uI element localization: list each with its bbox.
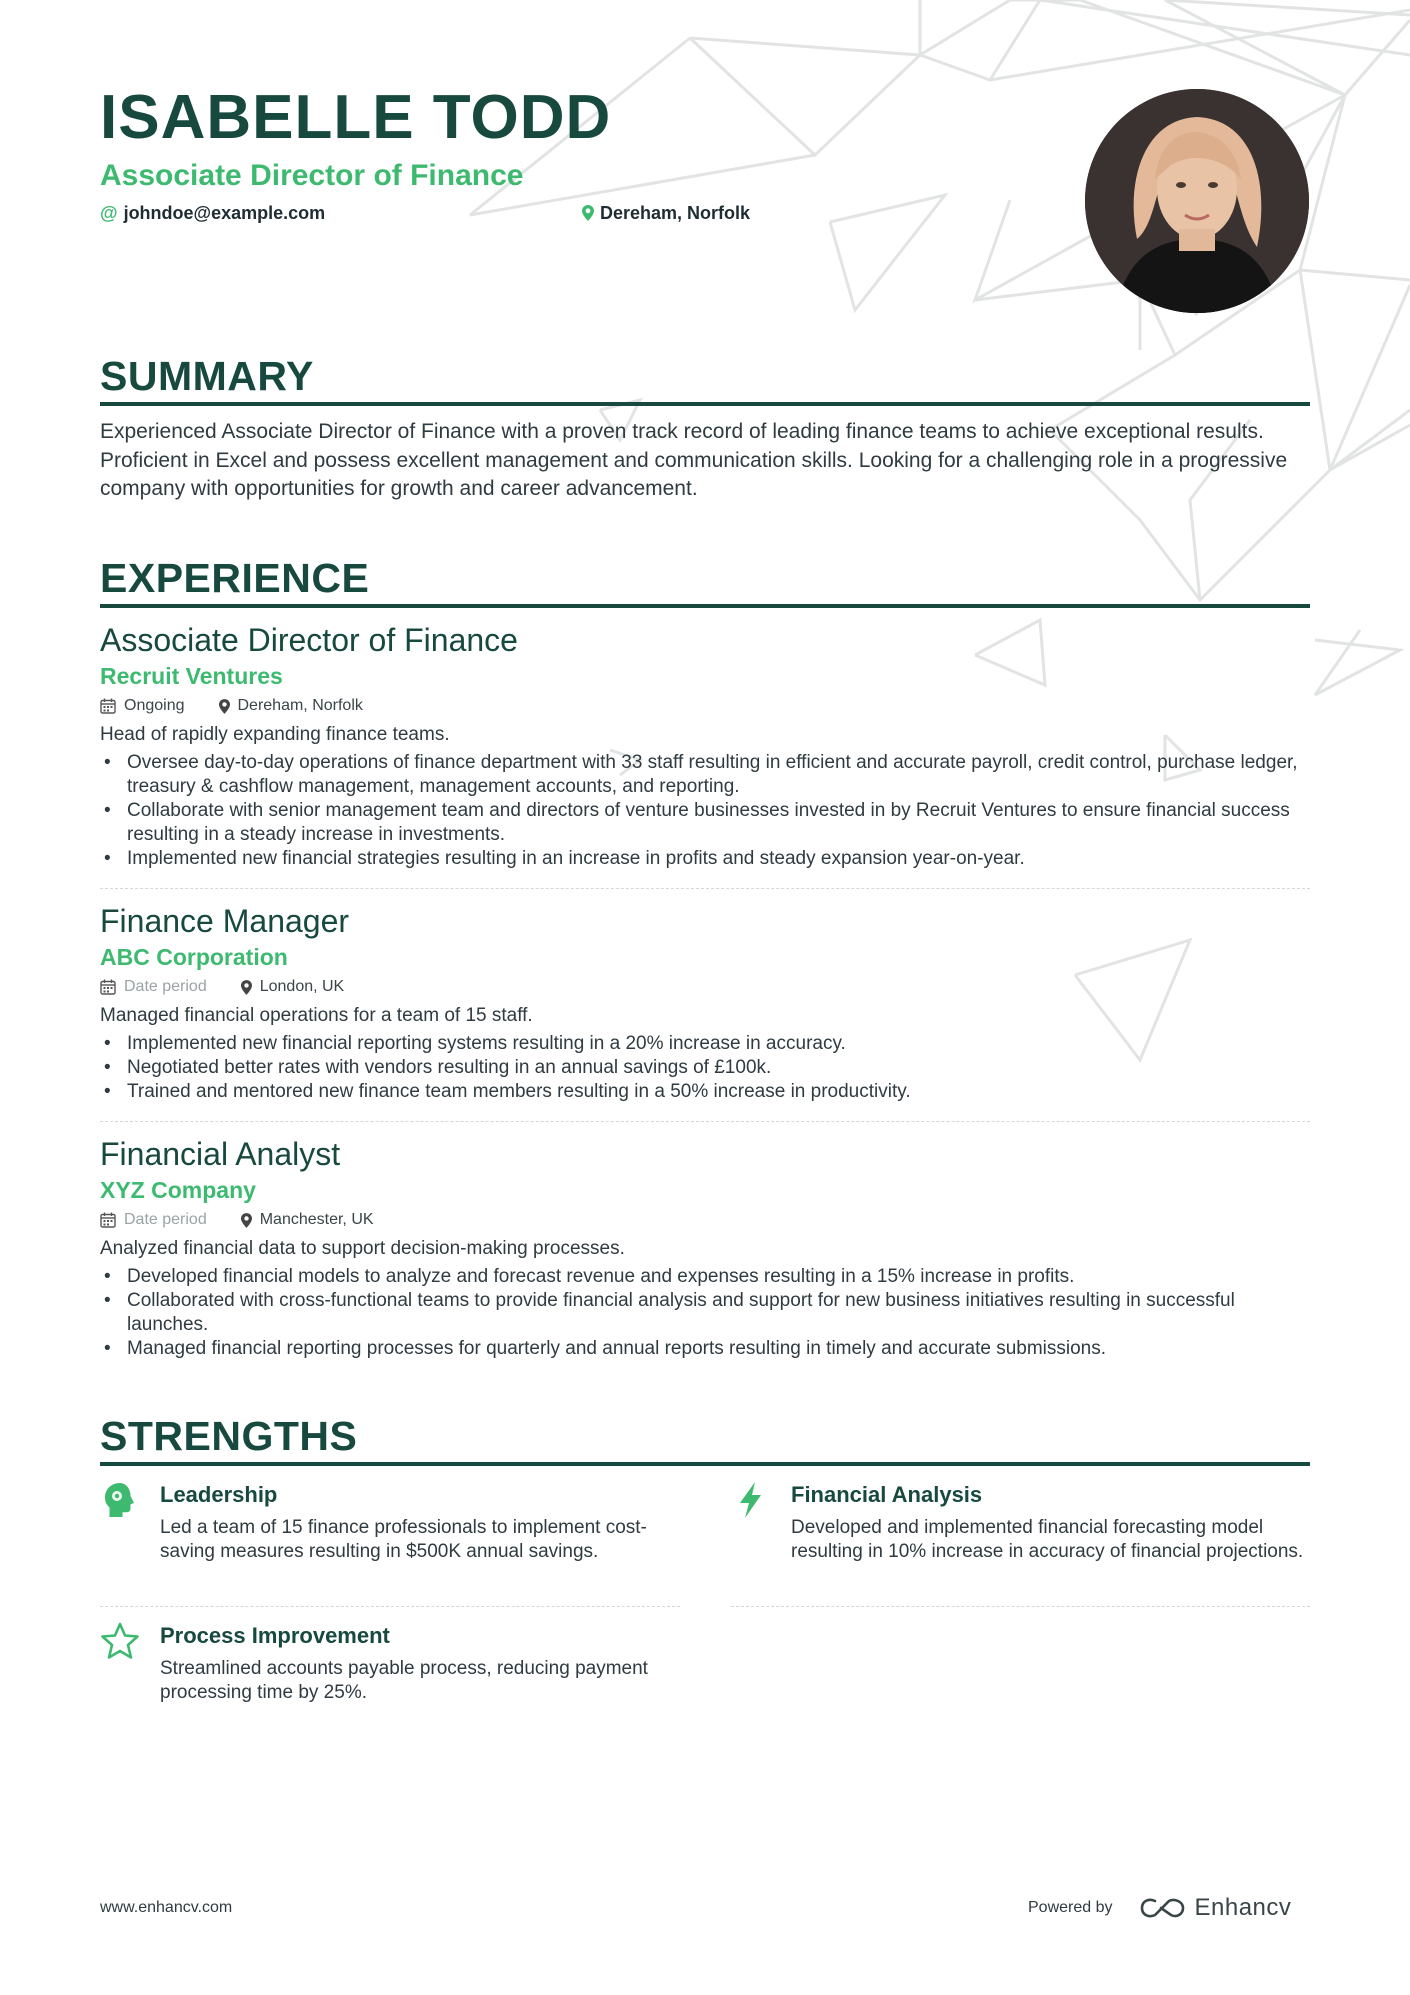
job-bullets xyxy=(100,751,1310,871)
job-meta xyxy=(100,976,1310,998)
strength-name: Financial Analysis xyxy=(791,1482,983,1507)
bullet-item: • Implemented new financial strategies resulting in an increase in profits and steady expansion year-on-year. xyxy=(100,847,1310,871)
at-icon: @ xyxy=(100,203,118,223)
strength-divider xyxy=(731,1606,1310,1607)
job-title: Associate Director of Finance xyxy=(100,622,518,658)
location-text: Dereham, Norfolk xyxy=(600,203,751,223)
bullet-item: • Collaborated with cross-functional teams to provide financial analysis and support for new business initiatives resulting in successful launches. xyxy=(100,1289,1310,1337)
footer-branding xyxy=(1028,1894,1291,1922)
calendar-icon xyxy=(100,698,116,714)
location-contact xyxy=(582,202,750,224)
map-pin-icon xyxy=(219,699,230,714)
job-description: Managed financial operations for a team of 15 staff. xyxy=(100,1005,533,1026)
job-title: Finance Manager xyxy=(100,903,350,939)
map-pin-icon xyxy=(241,1213,252,1228)
company-name: ABC Corporation xyxy=(100,944,288,970)
entry-divider xyxy=(100,888,1310,889)
experience-entry xyxy=(100,902,1310,1104)
map-pin-icon xyxy=(241,980,252,995)
strength-description: Developed and implemented financial forecasting model resulting in 10% increase in accuracy of financial projections. xyxy=(791,1517,1304,1562)
calendar-icon xyxy=(100,979,116,995)
company-name: XYZ Company xyxy=(100,1177,256,1203)
lightning-icon xyxy=(731,1480,771,1520)
enhancv-logo[interactable] xyxy=(1139,1894,1292,1922)
bullet-item: • Managed financial reporting processes for quarterly and annual reports resulting in timely and accurate submissions. xyxy=(100,1337,1310,1361)
job-description: Head of rapidly expanding finance teams. xyxy=(100,724,450,745)
footer-website[interactable]: www.enhancv.com xyxy=(100,1899,233,1916)
bullet-item: • Trained and mentored new finance team members resulting in a 50% increase in productivity. xyxy=(100,1080,1310,1104)
brand-text: Enhancv xyxy=(1194,1894,1292,1921)
strength-name: Leadership xyxy=(160,1482,278,1507)
strengths-heading: STRENGTHS xyxy=(100,1412,1310,1466)
calendar-icon xyxy=(100,1212,116,1228)
portrait-illustration xyxy=(1085,89,1309,313)
strength-name: Process Improvement xyxy=(160,1623,390,1648)
job-location: Dereham, Norfolk xyxy=(237,697,363,714)
head-icon xyxy=(100,1480,140,1520)
experience-heading: EXPERIENCE xyxy=(100,554,1310,608)
candidate-title: Associate Director of Finance xyxy=(100,159,524,192)
map-pin-icon xyxy=(582,205,594,221)
bullet-item: • Collaborate with senior management team and directors of venture businesses invested in by Recruit Ventures to ensure financial success resulting in a steady increase in investments. xyxy=(100,799,1310,847)
experience-entry xyxy=(100,1135,1310,1361)
strength-divider xyxy=(100,1606,680,1607)
job-period: Date period xyxy=(124,978,207,995)
enhancv-logo-icon xyxy=(1139,1896,1187,1920)
job-bullets xyxy=(100,1032,1310,1104)
strength-description: Streamlined accounts payable process, reducing payment processing time by 25%. xyxy=(160,1658,648,1703)
summary-heading: SUMMARY xyxy=(100,352,1310,406)
bullet-item: • Implemented new financial reporting systems resulting in a 20% increase in accuracy. xyxy=(100,1032,1310,1056)
company-name: Recruit Ventures xyxy=(100,663,283,689)
summary-text: Experienced Associate Director of Finance with a proven track record of leading finance teams to achieve exceptional results. Proficient in Excel and possess excellent management and communication skills. Looking for a challenging role in a progressive company with opportunities for growth and career advancement. xyxy=(100,420,1288,500)
strength-description: Led a team of 15 finance professionals to implement cost-saving measures resulting in $500K annual savings. xyxy=(160,1517,647,1562)
bullet-item: • Oversee day-to-day operations of finance department with 33 staff resulting in efficient and accurate payroll, credit control, purchase ledger, treasury & cashflow management, management accounts, and reporting. xyxy=(100,751,1310,799)
job-description: Analyzed financial data to support decision-making processes. xyxy=(100,1238,625,1259)
star-icon xyxy=(100,1621,140,1661)
email-text: johndoe@example.com xyxy=(123,203,326,223)
job-location: London, UK xyxy=(259,978,345,995)
entry-divider xyxy=(100,1121,1310,1122)
job-meta xyxy=(100,1209,1310,1231)
profile-photo xyxy=(1085,89,1309,313)
powered-by-text: Powered by xyxy=(1028,1899,1113,1916)
experience-entry xyxy=(100,621,1310,871)
job-period: Date period xyxy=(124,1211,207,1228)
candidate-name: ISABELLE TODD xyxy=(100,83,612,152)
job-bullets xyxy=(100,1265,1310,1361)
job-location: Manchester, UK xyxy=(259,1211,374,1228)
email-contact[interactable] xyxy=(100,202,325,224)
job-meta xyxy=(100,695,1310,717)
job-period: Ongoing xyxy=(124,697,185,714)
bullet-item: • Developed financial models to analyze and forecast revenue and expenses resulting in a 15% increase in profits. xyxy=(100,1265,1310,1289)
job-title: Financial Analyst xyxy=(100,1136,341,1172)
bullet-item: • Negotiated better rates with vendors resulting in an annual savings of £100k. xyxy=(100,1056,1310,1080)
